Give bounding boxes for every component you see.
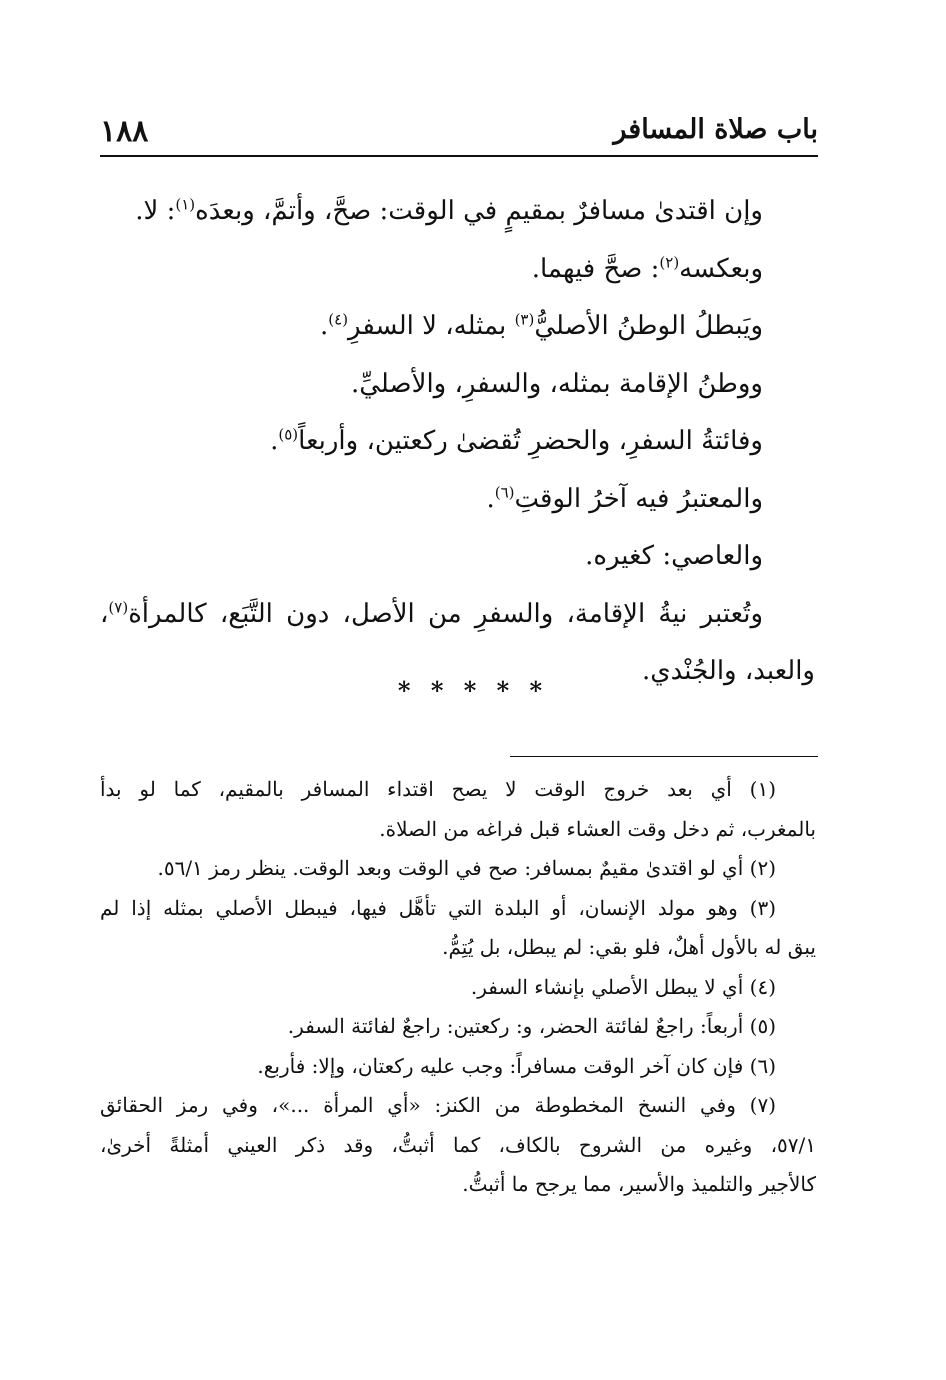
main-line-3 [100,298,815,356]
footnote-ref-6: (٦) [494,482,515,501]
main-line-4 [100,356,815,414]
footnote-ref-4: (٤) [328,310,349,329]
main-line-1-b: : لا. [135,196,176,226]
footnote-rule [510,756,818,757]
footnote-line: كالأجير والتلميذ والأسير، مما يرجح ما أثبتُّ. [462,1172,816,1196]
chapter-title: باب صلاة المسافر [613,114,818,145]
main-line-2-a: وبعكسه [679,253,763,284]
footnotes [100,770,816,1205]
footnote-line: (١) أي بعد خروج الوقت لا يصح اقتداء المسافر بالمقيم، كما لو بدأ [100,777,776,801]
section-separator: * * * * * [397,676,549,705]
main-text [100,183,815,701]
main-line-8-a: وتُعتبر نيةُ الإقامة، والسفرِ من الأصل، دون التَّبَع، كالمرأة [128,598,763,629]
main-line-5 [100,413,815,471]
footnote-ref-2: (٢) [659,252,680,271]
main-line-2 [100,241,815,299]
footnote-ref-1: (١) [175,195,196,214]
main-line-7 [100,528,815,586]
main-line-1-a: وإن اقتدىٰ مسافرٌ بمقيمٍ في الوقت: صحَّ، وأتمَّ، وبعدَه [195,196,763,226]
footnote-line: (٦) فإن كان آخر الوقت مسافراً: وجب عليه ركعتان، وإلا: فأربع. [257,1053,776,1078]
main-line-1 [100,183,815,241]
footnote-line: بالمغرب، ثم دخل وقت العشاء قبل فراغه من الصلاة. [379,816,816,841]
main-line-7-a: والعاصي: كغيره. [585,541,763,571]
main-line-3-c: . [320,311,329,341]
main-line-4-a: ووطنُ الإقامة بمثله، والسفرِ، والأصليِّ. [351,368,763,399]
main-line-3-b: بمثله، لا السفرِ [348,311,515,341]
footnote-line: (٢) أي لو اقتدىٰ مقيمٌ بمسافر: صح في الوقت وبعد الوقت. ينظر رمز ٥٦/١. [157,856,776,880]
footnote-line: ٥٧/١، وغيره من الشروح بالكاف، كما أثبتُّ، وقد ذكر العيني أمثلةً أخرىٰ، [100,1132,816,1157]
main-line-8 [100,586,815,644]
main-line-5-b: . [270,426,279,456]
footnote-line: (٥) أربعاً: راجعٌ لفائتة الحضر، و: ركعتين: راجعٌ لفائتة السفر. [287,1014,776,1038]
footnote-ref-5: (٥) [278,425,299,444]
footnote-line: (٣) وهو مولد الإنسان، أو البلدة التي تأهَّل فيها، فيبطل الأصلي بمثله إذا لم [100,895,776,920]
main-line-3-a: ويَبطلُ الوطنُ الأصليُّ [534,311,763,341]
main-line-8-b: ، [100,598,109,629]
main-line-9-a: والعبد، والجُنْدي. [642,656,815,686]
footnote-line: (٧) وفي النسخ المخطوطة من الكنز: «أي المرأة ...»، وفي رمز الحقائق [100,1093,776,1117]
footnote-ref-7: (٧) [108,597,129,616]
main-line-5-a: وفائتةُ السفرِ، والحضرِ تُقضىٰ ركعتين، وأربعاً [298,426,763,456]
main-line-2-b: : صحَّ فيهما. [531,253,660,284]
main-line-6 [100,471,815,529]
main-line-6-a: والمعتبرُ فيه آخرُ الوقتِ [514,483,763,514]
page-header [100,108,818,152]
main-line-6-b: . [486,483,495,514]
page-number: ١٨٨ [100,114,149,149]
footnote-line: يبق له بالأول أهلٌ، فلو بقي: لم يبطل، بل يُتِمُّ. [442,935,816,959]
footnote-ref-3: (٣) [514,310,535,329]
footnote-line: (٤) أي لا يبطل الأصلي بإنشاء السفر. [470,974,776,999]
header-rule [100,155,818,157]
